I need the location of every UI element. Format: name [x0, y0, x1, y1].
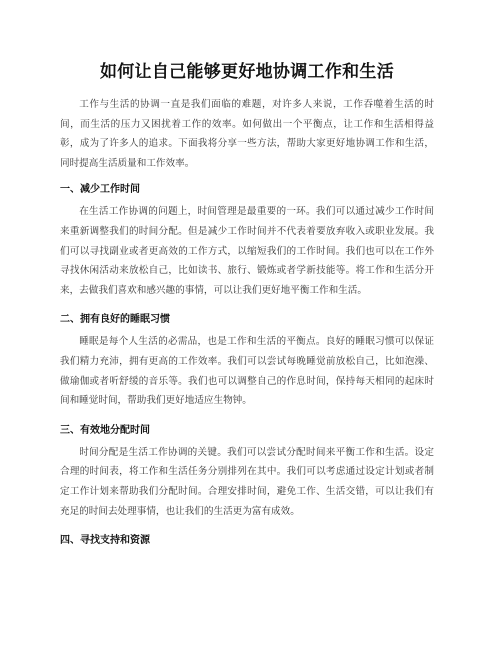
- section-body-3: 时间分配是生活工作协调的关键。我们可以尝试分配时间来平衡工作和生活。设定合理的时间表，将工作和生活任务分别排列在其中。我们可以考虑通过设定计划或者制定工作计划来帮助我们分配时间。合理安排时间，避免工作、生活交错，可以让我们有充足的时间去处理事情，也让我们的生活更为富有成效。: [60, 446, 434, 517]
- section-heading-3: 三、有效地分配时间: [60, 424, 150, 436]
- section-heading-4: 四、寻找支持和资源: [60, 535, 150, 547]
- section-body-2: 睡眠是每个人生活的必需品，也是工作和生活的平衡点。良好的睡眠习惯可以保证我们精力充沛，拥有更高的工作效率。我们可以尝试每晚睡觉前放松自己，比如泡澡、做瑜伽或者听舒缓的音乐等。我们也可以调整自己的作息时间，保持每天相同的起床时间和睡觉时间，帮助我们更好地适应生物钟。: [60, 336, 434, 407]
- section-body-1: 在生活工作协调的问题上，时间管理是最重要的一环。我们可以通过减少工作时间来重新调整我们的时间分配。但是减少工作时间并不代表着要放弃收入或职业发展。我们可以寻找副业或者更高效的工作方式，以缩短我们的工作时间。我们也可以在工作外寻找休闲活动来放松自己，比如读书、旅行、锻炼或者学新技能等。将工作和生活分开来，去做我们喜欢和感兴趣的事情，可以让我们更好地平衡工作和生活。: [60, 206, 434, 296]
- section-heading-2: 二、拥有良好的睡眠习惯: [60, 314, 170, 326]
- section-heading-1: 一、减少工作时间: [60, 184, 140, 196]
- intro-paragraph: 工作与生活的协调一直是我们面临的难题，对许多人来说，工作吞噬着生活的时间，而生活的压力又困扰着工作的效率。如何做出一个平衡点，让工作和生活相得益彰，成为了许多人的追求。下面我将分享一些方法，帮助大家更好地协调工作和生活，同时提高生活质量和工作效率。: [60, 99, 434, 169]
- document-title: 如何让自己能够更好地协调工作和生活: [99, 62, 395, 82]
